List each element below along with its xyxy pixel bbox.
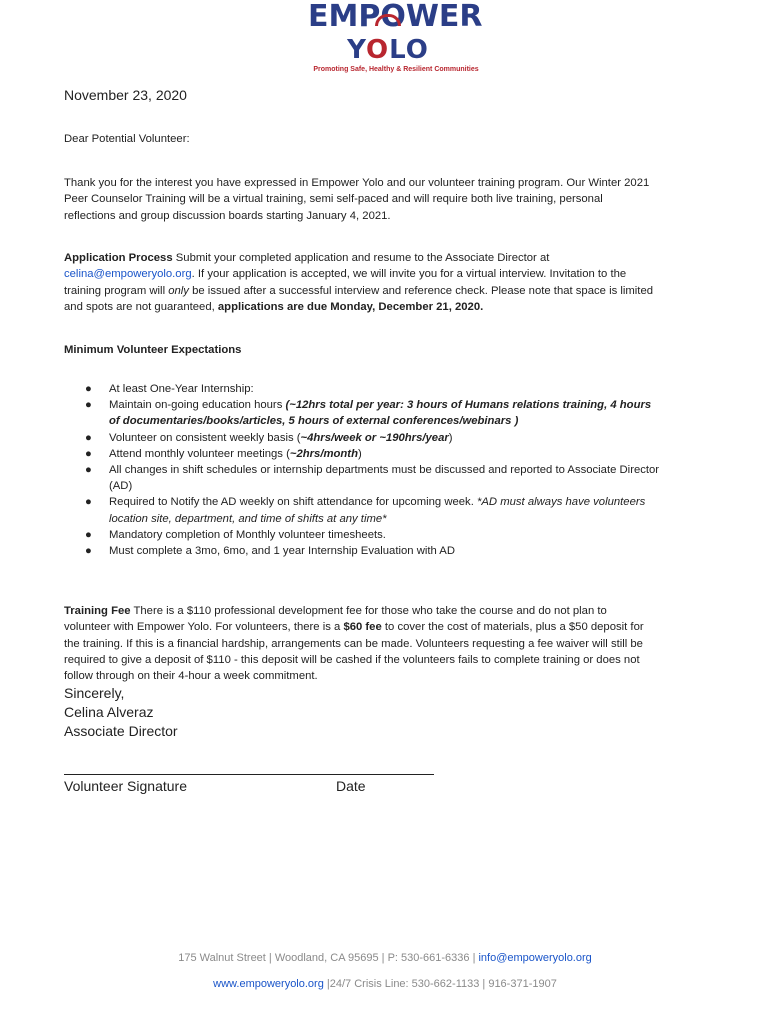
list-item: ● Maintain on-going education hours (~12hrs total per year: 3 hours of Humans relations training, 4 hours of documentaries/books/articles, 5 hours of external conferences/webinars ) (85, 399, 652, 428)
logo-tagline: Promoting Safe, Healthy & Resilient Communities (313, 66, 479, 73)
training-fee-paragraph: Training Fee There is a $110 professional development fee for those who take the course and do not plan to volunteer with Empower Yolo. For volunteers, there is a $60 fee to cover the cost of materials, plus a $50 deposit for the training. If this is a financial hardship, arrangements can be made. Volunteers requesting a fee waiver will still be required to give a deposit of $110 - this deposit will be cashed if the volunteers fails to complete training or does not follow through on their 4-hour a week commitment. (64, 605, 644, 683)
letter-date: November 23, 2020 (64, 87, 187, 103)
list-item: ● Mandatory completion of Monthly volunteer timesheets. (85, 528, 386, 541)
closing-block (64, 684, 178, 741)
footer-website-link[interactable]: www.empoweryolo.org (213, 978, 324, 990)
list-item: ● Volunteer on consistent weekly basis (~4hrs/week or ~190hrs/year) (85, 431, 453, 444)
empower-yolo-logo (296, 0, 496, 76)
footer-contact: www.empoweryolo.org |24/7 Crisis Line: 530-662-1133 | 916-371-1907 (213, 978, 557, 990)
list-item: ● Attend monthly volunteer meetings (~2hrs/month) (85, 447, 362, 460)
intro-paragraph: Thank you for the interest you have expressed in Empower Yolo and our volunteer training program. Our Winter 2021 Peer Counselor Training will be a virtual training, semi self-paced and will require both live training, personal reflections and group discussion boards starting January 4, 2021. (64, 177, 650, 222)
footer-email-link[interactable]: info@empoweryolo.org (478, 952, 592, 964)
signature-line (64, 774, 434, 775)
closing-salutation: Sincerely, (64, 685, 125, 701)
date-label: Date (336, 778, 366, 794)
list-item: ● At least One-Year Internship: (85, 383, 254, 395)
deadline-text: applications are due Monday, December 21, 2020. (217, 300, 484, 313)
volunteer-signature-label: Volunteer Signature (64, 778, 187, 794)
signer-name: Celina Alveraz (64, 704, 154, 720)
training-fee-heading: Training Fee (64, 605, 131, 617)
list-item: ● Required to Notify the AD weekly on shift attendance for upcoming week. *AD must always have volunteers location site, department, and time of shifts at any time* (85, 496, 646, 525)
list-item: ● All changes in shift schedules or internship departments must be discussed and reported to Associate Director (AD) (85, 464, 660, 493)
greeting: Dear Potential Volunteer: (64, 133, 190, 145)
application-paragraph: Application Process Submit your completed application and resume to the Associate Director at celina@empoweryolo.org. If your application is accepted, we will invite you for a virtual interview. Invitation to the training program will only be issued after a successful interview and reference check. Please note that space is limited and spots are not guaranteed, applications are due Monday, December 21, 2020. (64, 252, 654, 313)
logo-wordmark-top: EMPOWER (308, 0, 483, 34)
signer-title: Associate Director (64, 723, 178, 739)
list-item: ● Must complete a 3mo, 6mo, and 1 year Internship Evaluation with AD (85, 545, 455, 558)
footer-address: 175 Walnut Street | Woodland, CA 95695 | P: 530-661-6336 | info@empoweryolo.org (178, 952, 592, 964)
expectations-heading: Minimum Volunteer Expectations (64, 344, 242, 356)
application-heading: Application Process (64, 252, 173, 264)
logo-wordmark-bottom: YOLO (347, 35, 429, 65)
contact-email-link[interactable]: celina@empoweryolo.org (64, 268, 192, 281)
expectations-list (64, 381, 664, 559)
